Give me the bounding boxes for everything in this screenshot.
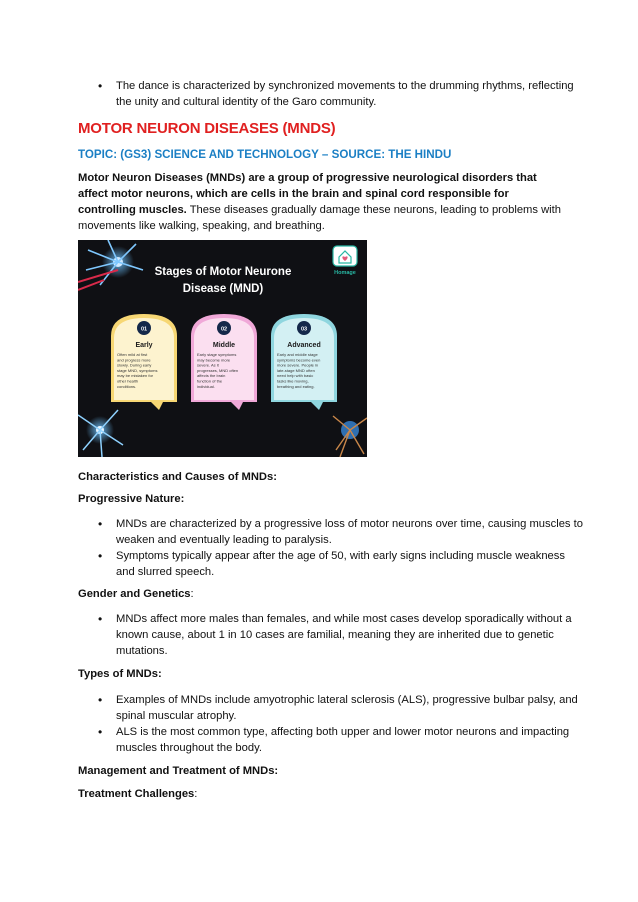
heading-treatment [78,788,197,800]
heading-characteristics: Characteristics and Causes of MNDs: [78,471,277,483]
homage-logo [333,246,357,266]
stage-name: Advanced [287,342,321,349]
bullet-item: • Examples of MNDs include amyotrophic lateral sclerosis (ALS), progressive bulbar palsy, and spinal muscular atrophy. [96,692,586,724]
intro-paragraph [78,170,568,234]
topic-line: TOPIC: (GS3) SCIENCE AND TECHNOLOGY – SOURCE: THE HINDU [78,148,452,161]
logo-text: Homage [334,270,356,276]
stage-number: 03 [300,326,308,333]
stage-card [271,314,337,410]
stage-card [191,314,257,410]
stage-card [111,314,177,410]
heading-gender-text: Gender and Genetics [78,588,191,600]
intro-bold: Motor Neuron Diseases (MNDs) are a group of progressive neurological disorders that affect motor neurons, which are cells in the brain and spinal cord responsible for controlling muscles. [78,172,537,216]
section-title: MOTOR NEURON DISEASES (MNDS) [78,120,336,137]
stage-cards [111,314,337,410]
stage-number: 01 [140,326,148,333]
stage-name: Middle [212,342,236,349]
mnd-stages-infographic [78,240,367,457]
bullet-item: • MNDs are characterized by a progressive loss of motor neurons over time, causing muscles to weaken and eventually leading to paralysis. [96,516,586,548]
heading-progressive: Progressive Nature: [78,493,185,505]
stage-number: 02 [220,326,228,333]
stage-name: Early [135,342,153,349]
stage-description: Early and middle stage symptoms become even more severe. People in late-stage MND often need help with basic tasks like moving, breathing and eating. [277,352,321,389]
intro-rest: These diseases gradually damage these neurons, leading to problems with movements like walking, speaking, and breathing. [78,204,561,232]
bullet-item: • Symptoms typically appear after the age of 50, with early signs including muscle weakness and slurred speech. [96,548,586,580]
stage-description: Often mild at first and progress more slowly. During early stage MND, symptoms may be mistaken for other health conditions. [117,352,158,389]
heading-treatment-text: Treatment Challenges [78,788,195,800]
bullet-item: • ALS is the most common type, affecting both upper and lower motor neurons and impacting muscles throughout the body. [96,724,586,756]
infographic-svg [78,240,367,457]
heading-gender [78,588,194,600]
stage-description: Early stage symptoms may become more severe. As it progresses, MND often affects the brain function of the individual. [197,352,239,389]
bullet-item: • The dance is characterized by synchronized movements to the drumming rhythms, reflecting the unity and cultural identity of the Garo community. [96,78,586,110]
figure-title-1: Stages of Motor Neurone [154,266,292,278]
heading-management: Management and Treatment of MNDs: [78,765,279,777]
colon: : [190,588,194,600]
colon: : [194,788,198,800]
figure-title-2: Disease (MND) [182,283,264,295]
heading-types: Types of MNDs: [78,668,162,680]
bullet-item: • MNDs affect more males than females, and while most cases develop sporadically without a known cause, about 1 in 10 cases are familial, meaning they are inherited due to genetic mutations. [96,611,586,659]
